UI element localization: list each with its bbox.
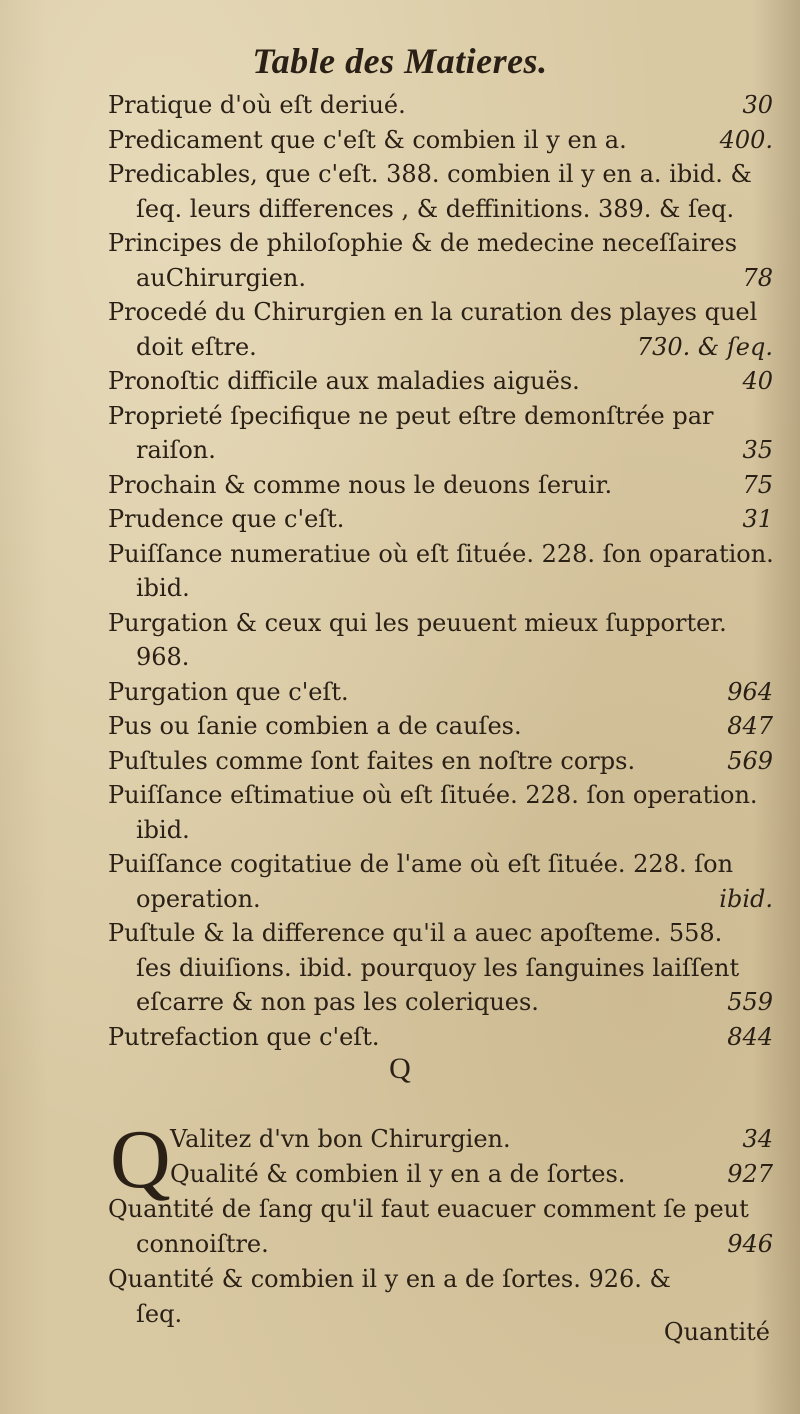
- entry-line: [108, 364, 773, 399]
- entry-text: connoiſtre.: [136, 1230, 269, 1258]
- index-entry: [108, 88, 773, 123]
- index-entry: [108, 606, 773, 675]
- entry-page-ref: 400.: [719, 125, 773, 154]
- entry-page-ref: 30: [742, 91, 773, 119]
- index-entry: [108, 1192, 773, 1262]
- index-entry: [108, 364, 773, 399]
- entry-line: [108, 1262, 773, 1297]
- entry-line: [108, 1157, 773, 1192]
- entry-text: doit eſtre.: [136, 332, 257, 361]
- entry-text: operation.: [136, 884, 261, 913]
- entry-text: ſeq. leurs differences , & deffinitions. 389. & ſeq.: [136, 194, 735, 223]
- index-entry: [108, 123, 773, 158]
- entry-text: ibid.: [136, 574, 190, 602]
- entry-line: [108, 502, 773, 537]
- entry-line: [108, 537, 773, 572]
- entry-text: Quantité & combien il y en a de ſortes. 926. &: [108, 1265, 671, 1293]
- entry-text: Prudence que c'eſt.: [108, 505, 345, 533]
- entry-line: [108, 778, 773, 813]
- entry-page-ref: 35: [742, 436, 773, 464]
- entry-line: [108, 123, 773, 158]
- entry-line: [108, 330, 773, 365]
- index-entry: [108, 537, 773, 606]
- index-entry: [108, 847, 773, 916]
- entry-text: Puſtule & la difference qu'il a auec apoſteme. 558.: [108, 919, 723, 947]
- entry-page-ref: 78: [742, 263, 773, 292]
- entry-text: ſes diuiſions. ibid. pourquoy les ſanguines laiſſent: [136, 953, 740, 982]
- entry-line: [108, 571, 773, 606]
- entry-page-ref: 559: [727, 988, 773, 1016]
- entry-line: [108, 1227, 773, 1262]
- entry-line: [108, 847, 773, 882]
- index-entry: [108, 157, 773, 226]
- entry-text: Pratique d'où eſt deriué.: [108, 91, 406, 119]
- entry-page-ref: 847: [727, 712, 773, 740]
- entry-line: [108, 951, 773, 986]
- index-entry: [108, 709, 773, 744]
- index-entry: [108, 1157, 773, 1192]
- entry-line: [108, 433, 773, 468]
- entry-page-ref: 844: [727, 1022, 773, 1051]
- entry-text: Puſtules comme ſont faites en noſtre corps.: [108, 746, 636, 775]
- entry-page-ref: 946: [727, 1230, 773, 1258]
- entry-text: raiſon.: [136, 436, 216, 464]
- index-entries-q: [108, 1122, 773, 1332]
- entry-text: Puiſſance cogitatiue de l'ame où eſt ſituée. 228. ſon: [108, 850, 734, 878]
- entry-page-ref: 730. & ſeq.: [636, 332, 773, 361]
- entry-line: [108, 709, 773, 744]
- entry-line: [108, 157, 773, 192]
- entry-text: Pronoſtic difficile aux maladies aiguës.: [108, 367, 580, 395]
- entry-text: ibid.: [136, 815, 190, 844]
- entry-text: Predicables, que c'eſt. 388. combien il y en a. ibid. &: [108, 160, 752, 188]
- entry-line: [108, 261, 773, 296]
- entry-line: [108, 1122, 773, 1157]
- catchword: Quantité: [663, 1318, 770, 1346]
- entry-line: [108, 399, 773, 434]
- entry-page-ref: 964: [727, 677, 773, 706]
- entry-page-ref: 569: [727, 746, 773, 775]
- entry-line: [108, 1020, 773, 1055]
- entry-line: [108, 468, 773, 503]
- index-entry: [108, 399, 773, 468]
- section-letter: Q: [389, 1052, 411, 1085]
- entry-line: [108, 226, 773, 261]
- entry-line: [108, 1192, 773, 1227]
- index-entry: [108, 1122, 773, 1157]
- entry-text: Quantité de ſang qu'il faut euacuer comment ſe peut: [108, 1195, 749, 1223]
- index-entry: [108, 1020, 773, 1055]
- entry-text: Valitez d'vn bon Chirurgien.: [170, 1125, 511, 1153]
- index-entries-p: [108, 88, 773, 1054]
- drop-cap: Q: [110, 1113, 171, 1206]
- entry-page-ref: 75: [742, 470, 773, 499]
- entry-text: Predicament que c'eſt & combien il y en a.: [108, 125, 627, 154]
- entry-text: Purgation & ceux qui les peuuent mieux ſupporter.: [108, 608, 727, 637]
- index-entry: [108, 502, 773, 537]
- entry-line: [108, 744, 773, 779]
- entry-line: [108, 916, 773, 951]
- entry-page-ref: ibid.: [719, 884, 773, 913]
- entry-text: 968.: [136, 643, 190, 671]
- entry-text: ſeq.: [136, 1300, 183, 1328]
- entry-line: [108, 88, 773, 123]
- entry-text: Procedé du Chirurgien en la curation des playes quel: [108, 298, 758, 326]
- entry-line: [108, 675, 773, 710]
- entry-line: [108, 813, 773, 848]
- entry-line: [108, 985, 773, 1020]
- entry-text: Purgation que c'eſt.: [108, 677, 349, 706]
- index-entry: [108, 916, 773, 1020]
- page-header: Table des Matieres.: [252, 41, 548, 81]
- entry-line: [108, 295, 773, 330]
- entry-text: Puiſſance eſtimatiue où eſt ſituée. 228. ſon operation.: [108, 781, 758, 809]
- index-entry: [108, 778, 773, 847]
- entry-line: [108, 606, 773, 641]
- index-entry: [108, 295, 773, 364]
- entry-text: Qualité & combien il y en a de ſortes.: [170, 1160, 626, 1188]
- entry-line: [108, 882, 773, 917]
- index-entry: [108, 744, 773, 779]
- index-entry: [108, 675, 773, 710]
- entry-text: Proprieté ſpecifique ne peut eſtre demonſtrée par: [108, 401, 714, 430]
- index-entry: [108, 468, 773, 503]
- entry-page-ref: 34: [742, 1125, 773, 1153]
- entry-page-ref: 927: [727, 1160, 773, 1188]
- entry-text: Principes de philoſophie & de medecine neceſſaires: [108, 229, 738, 257]
- entry-text: auChirurgien.: [136, 263, 306, 292]
- entry-page-ref: 40: [742, 367, 773, 395]
- entry-line: [108, 192, 773, 227]
- entry-text: Putrefaction que c'eſt.: [108, 1022, 380, 1051]
- entry-line: [108, 640, 773, 675]
- entry-text: eſcarre & non pas les coleriques.: [136, 988, 539, 1016]
- index-entry: [108, 226, 773, 295]
- entry-text: Pus ou ſanie combien a de cauſes.: [108, 712, 522, 740]
- entry-page-ref: 31: [742, 505, 773, 533]
- entry-text: Puiſſance numeratiue où eſt ſituée. 228. ſon oparation.: [108, 539, 774, 568]
- entry-text: Prochain & comme nous le deuons ſeruir.: [108, 470, 613, 499]
